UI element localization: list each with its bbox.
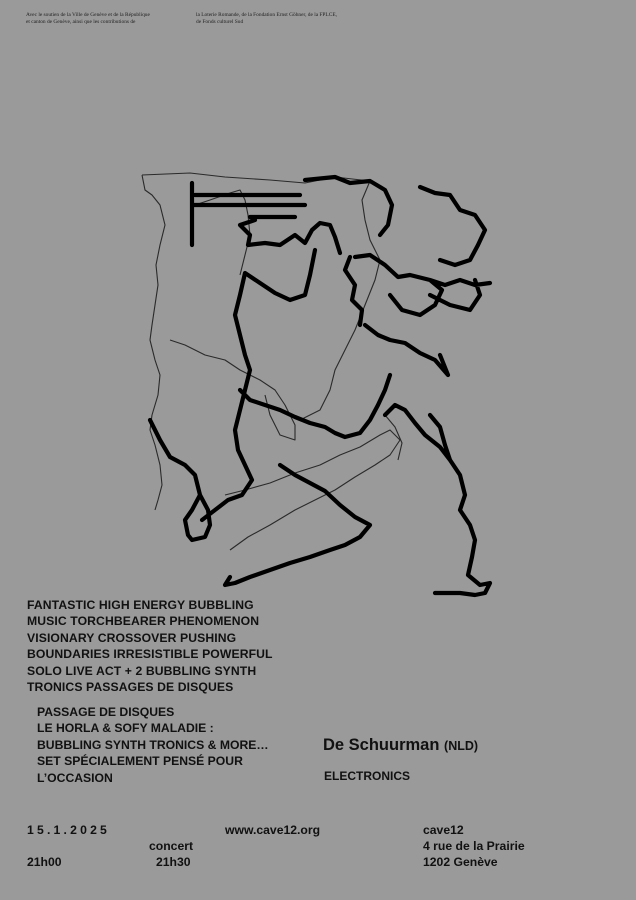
support-line: BUBBLING SYNTH TRONICS & MORE… [37,737,269,752]
website-link[interactable]: www.cave12.org [225,823,321,837]
headliner-name [323,736,478,755]
support-act-text [37,704,269,786]
concert-label: concert [149,839,194,853]
venue-name: cave12 [423,823,464,837]
support-line: PASSAGE DE DISQUES [37,705,175,719]
venue-city: 1202 Genève [423,855,498,869]
thin-contour-line [142,173,402,550]
support-line: LE HORLA & SOFY MALADIE : [37,721,214,736]
blurb-line: MUSIC TORCHBEARER PHENOMENON [27,614,260,629]
event-date: 15.1.2025 [27,823,111,837]
venue-street: 4 rue de la Prairie [423,839,525,853]
doors-time: 21h00 [27,855,62,869]
thick-contour-line [150,177,490,595]
support-line: L’OCCASION [37,770,113,785]
line-drawing-artwork [130,165,510,605]
concert-time: 21h30 [156,855,191,869]
funding-credits-right: la Loterie Romande, de la Fondation Ernst Göhner, de la FPLCE, de Fonds culturel Sud [196,12,337,25]
description-blurb [27,597,273,695]
headliner-artist: De Schuurman [323,736,440,754]
blurb-line: VISIONARY CROSSOVER PUSHING [27,630,237,645]
headliner-country: (NLD) [444,739,479,753]
funding-credits-left: Avec le soutien de la Ville de Genève et de la République et canton de Genève, ainsi que les contributions de [26,12,150,25]
blurb-line: BOUNDARIES IRRESISTIBLE POWERFUL [27,647,273,662]
blurb-line: SOLO LIVE ACT + 2 BUBBLING SYNTH [27,663,257,678]
blurb-line: FANTASTIC HIGH ENERGY BUBBLING [27,598,254,612]
blurb-line: TRONICS PASSAGES DE DISQUES [27,680,234,695]
support-line: SET SPÉCIALEMENT PENSÉ POUR [37,754,243,769]
headliner-genre: ELECTRONICS [324,769,411,783]
